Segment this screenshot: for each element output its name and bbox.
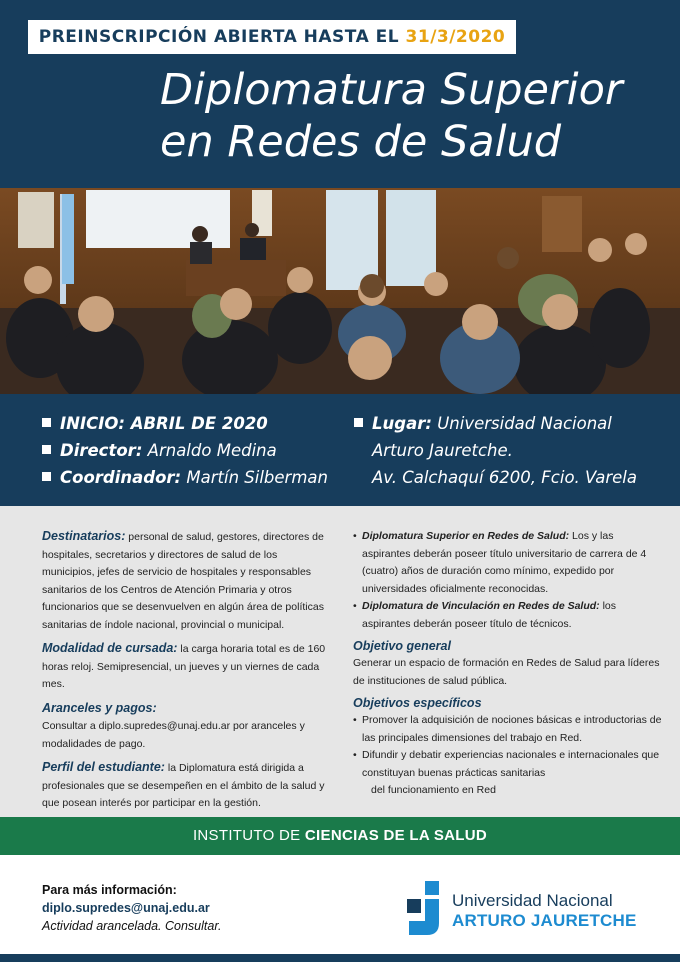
left-column [42,528,332,819]
destinatarios-text: personal de salud, gestores, directores de hospitales, secretarios y directores de salud de los municipios, jefes de servicio de hospitales y responsables sanitarios de los Centros de Atención Primaria y otros funcionarios que se desenvuelven en algún área de políticas sanitarias de índole nacional, provincial o municipal. [42,531,324,631]
footer [0,855,680,962]
info-right [354,410,674,491]
perfil-block [42,759,332,813]
objective-2-line-1: Difundir y debatir experiencias nacionales e internacionales que constituyan buenas prácticas sanitarias [362,749,660,779]
modalidad-label: Modalidad de cursada: [42,641,178,655]
specific-objectives-heading: Objetivos específicos [353,696,482,710]
preinscription-text: PREINSCRIPCIÓN ABIERTA HASTA EL [38,27,406,47]
fee-note: Actividad arancelada. Consultar. [42,919,222,933]
title-line-2: en Redes de Salud [160,117,562,167]
institute-prefix: INSTITUTO DE [192,827,305,844]
location-line-1: Universidad Nacional [431,414,612,433]
aranceles-heading-block [42,700,332,719]
right-column [353,528,663,800]
start-date: INICIO: ABRIL DE 2020 [60,414,268,433]
square-bullet-icon [42,472,51,481]
perfil-label: Perfil del estudiante: [42,760,165,774]
info-start [42,410,342,437]
details-section [0,506,680,817]
page-title [160,64,670,168]
location-line-2: Arturo Jauretche. [372,441,513,460]
director-label: Director: [60,441,143,460]
header [0,0,680,188]
coordinator-value: Martín Silberman [181,468,328,487]
destinatarios-label: Destinatarios: [42,529,126,543]
requirement-1-text: Los y las aspirantes deberán poseer título universitario de carrera de 4 (cuatro) años de duración como mínimo, expedido por universidades oficialmente reconocidas. [362,530,647,595]
general-objective-text: Generar un espacio de formación en Redes de Salud para líderes de instituciones de salud pública. [353,657,660,687]
objective-item [353,747,663,800]
classroom-photo [0,188,680,394]
objective-2-line-2: del funcionamiento en Red [371,784,496,796]
aranceles-label: Aranceles y pagos: [42,700,157,715]
location-line-3: Av. Calchaquí 6200, Fcio. Varela [372,468,637,487]
info-left [42,410,342,491]
coordinator-label: Coordinador: [60,468,182,487]
logo-line-1: Universidad Nacional [452,891,613,910]
aranceles-text: Consultar a diplo.supredes@unaj.edu.ar por aranceles y modalidades de pago. [42,720,305,750]
title-line-1: Diplomatura Superior [160,65,623,115]
preinscription-banner [28,20,516,54]
contact-info [42,881,222,935]
modalidad-block [42,640,332,694]
more-info-label: Para más información: [42,883,177,897]
destinatarios-block [42,528,332,634]
requirement-1-label: Diplomatura Superior en Redes de Salud: [362,530,570,542]
logo-line-2: ARTURO JAURETCHE [452,911,637,930]
info-director [42,437,342,464]
institute-band [0,817,680,855]
requirement-item [353,598,663,633]
perfil-text: la Diplomatura está dirigida a profesionales que se desempeñen en el ámbito de la salud y que posean interés por participar en la gestión. [42,762,325,809]
objective-item: • Promover la adquisición de nociones básicas e introductorias de las principales dimensiones del trabajo en Red. [353,712,663,747]
square-bullet-icon [42,418,51,427]
institute-name: CIENCIAS DE LA SALUD [304,827,488,844]
preinscription-date: 31/3/2020 [405,27,506,47]
modalidad-text: la carga horaria total es de 160 horas reloj. Semipresencial, un jueves y un viernes de cada mes. [42,643,326,690]
contact-email-link[interactable]: diplo.supredes@unaj.edu.ar [42,901,210,915]
info-band [0,394,680,506]
requirement-2-label: Diplomatura de Vinculación en Redes de Salud: [362,600,600,612]
general-objective-heading: Objetivo general [353,639,451,653]
square-bullet-icon [42,445,51,454]
square-bullet-icon [354,418,363,427]
director-value: Arnaldo Medina [142,441,277,460]
bottom-bar [0,954,680,962]
university-name [452,891,672,931]
requirement-item [353,528,663,598]
info-coordinator [42,464,342,491]
requirement-2-text: los aspirantes deberán poseer título de técnicos. [362,600,617,630]
info-location [354,410,674,437]
location-label: Lugar: [372,414,432,433]
